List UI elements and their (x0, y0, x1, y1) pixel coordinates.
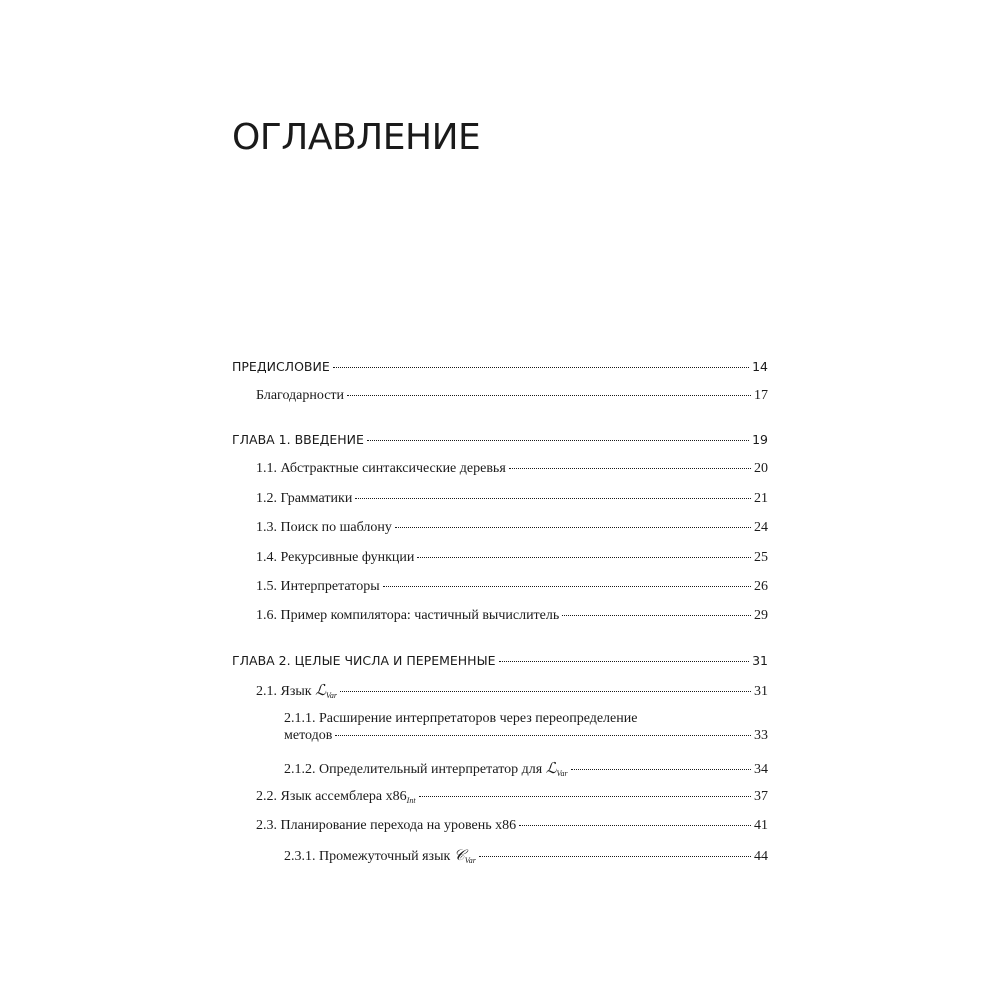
toc-entry-preface[interactable] (232, 359, 768, 375)
toc-entry-2-3-1[interactable] (284, 847, 768, 869)
dot-leader (417, 556, 751, 558)
language-symbol: ℒ (315, 681, 326, 699)
toc-entry-title-line2: методов (284, 728, 333, 743)
toc-entry-title-text: 2.2. Язык ассемблера x86 (256, 789, 407, 804)
toc-entry-page: 31 (754, 684, 768, 699)
toc-entry-page: 21 (754, 491, 768, 506)
toc-entry-2-1-1[interactable] (284, 710, 768, 744)
toc-entry-title: 1.5. Интерпретаторы (256, 579, 380, 594)
toc-entry-1-4[interactable] (256, 550, 768, 566)
toc-entry-title (284, 847, 476, 869)
language-subscript: Var (556, 769, 568, 778)
toc-entry-title: 2.3. Планирование перехода на уровень x86 (256, 818, 517, 833)
dot-leader (419, 795, 751, 797)
toc-entry-title (256, 789, 416, 809)
toc-entry-title: 1.2. Грамматики (256, 491, 353, 506)
toc-entry-1-3[interactable] (256, 520, 768, 536)
dot-leader (519, 824, 751, 826)
toc-entry-page: 29 (754, 608, 768, 623)
dot-leader (479, 855, 751, 857)
dot-leader (395, 526, 751, 528)
toc-entry-title: Благодарности (256, 388, 345, 403)
toc-entry-page: 19 (752, 432, 768, 447)
toc-entry-page: 26 (754, 579, 768, 594)
toc-entry-title (256, 682, 337, 704)
toc-entry-page: 44 (754, 849, 768, 864)
dot-leader (333, 366, 749, 368)
toc-entry-2-2[interactable] (256, 789, 768, 809)
dot-leader (571, 768, 751, 770)
language-symbol: 𝒞 (453, 846, 465, 864)
toc-entry-page: 25 (754, 550, 768, 565)
language-subscript: Var (325, 691, 338, 700)
language-symbol: ℒ (545, 759, 557, 777)
toc-entry-page: 41 (754, 818, 768, 833)
toc-entry-2-1-2[interactable] (284, 760, 768, 782)
toc-entry-title-text: 2.1. Язык (256, 684, 316, 699)
toc-entry-page: 24 (754, 520, 768, 535)
language-subscript: Var (464, 856, 476, 865)
toc-entry-title: 1.3. Поиск по шаблону (256, 520, 392, 535)
toc-entry-acknowledgements[interactable] (256, 388, 768, 404)
dot-leader (347, 394, 751, 396)
dot-leader (562, 614, 751, 616)
toc-entry-page: 17 (754, 388, 768, 403)
toc-entry-title-text: 2.1.2. Определительный интерпретатор для (284, 762, 546, 777)
toc-entry-title: ГЛАВА 1. ВВЕДЕНИЕ (232, 432, 364, 447)
toc-entry-title (284, 760, 568, 782)
toc-entry-page: 31 (752, 653, 768, 668)
toc-entry-page: 37 (754, 789, 768, 804)
toc-entry-1-2[interactable] (256, 491, 768, 507)
toc-entry-title: ПРЕДИСЛОВИЕ (232, 359, 330, 374)
toc-entry-title-text: 2.3.1. Промежуточный язык (284, 849, 454, 864)
dot-leader (509, 467, 751, 469)
toc-entry-1-1[interactable] (256, 461, 768, 477)
toc-entry-1-5[interactable] (256, 579, 768, 595)
toc-entry-2-3[interactable] (256, 818, 768, 834)
toc-entry-title: 1.1. Абстрактные синтаксические деревья (256, 461, 506, 476)
dot-leader (335, 734, 751, 736)
page-title: ОГЛАВЛЕНИЕ (232, 117, 481, 158)
dot-leader (355, 497, 751, 499)
dot-leader (367, 439, 749, 441)
toc-entry-1-6[interactable] (256, 608, 768, 624)
dot-leader (499, 660, 750, 662)
toc-entry-title: 1.4. Рекурсивные функции (256, 550, 415, 565)
toc-entry-page: 20 (754, 461, 768, 476)
toc-entry-page: 33 (754, 728, 768, 743)
toc-entry-title-line1: 2.1.1. Расширение интерпретаторов через переопределение (284, 711, 638, 726)
toc-entry-chapter-1[interactable] (232, 432, 768, 448)
toc-entry-title: 1.6. Пример компилятора: частичный вычислитель (256, 608, 560, 623)
dot-leader (383, 585, 751, 587)
toc-entry-page: 14 (752, 359, 768, 374)
toc-entry-title: ГЛАВА 2. ЦЕЛЫЕ ЧИСЛА И ПЕРЕМЕННЫЕ (232, 653, 496, 668)
dot-leader (340, 690, 751, 692)
toc-entry-page: 34 (754, 762, 768, 777)
toc-entry-2-1[interactable] (256, 682, 768, 704)
language-subscript: Int (406, 796, 416, 805)
toc-entry-chapter-2[interactable] (232, 653, 768, 669)
